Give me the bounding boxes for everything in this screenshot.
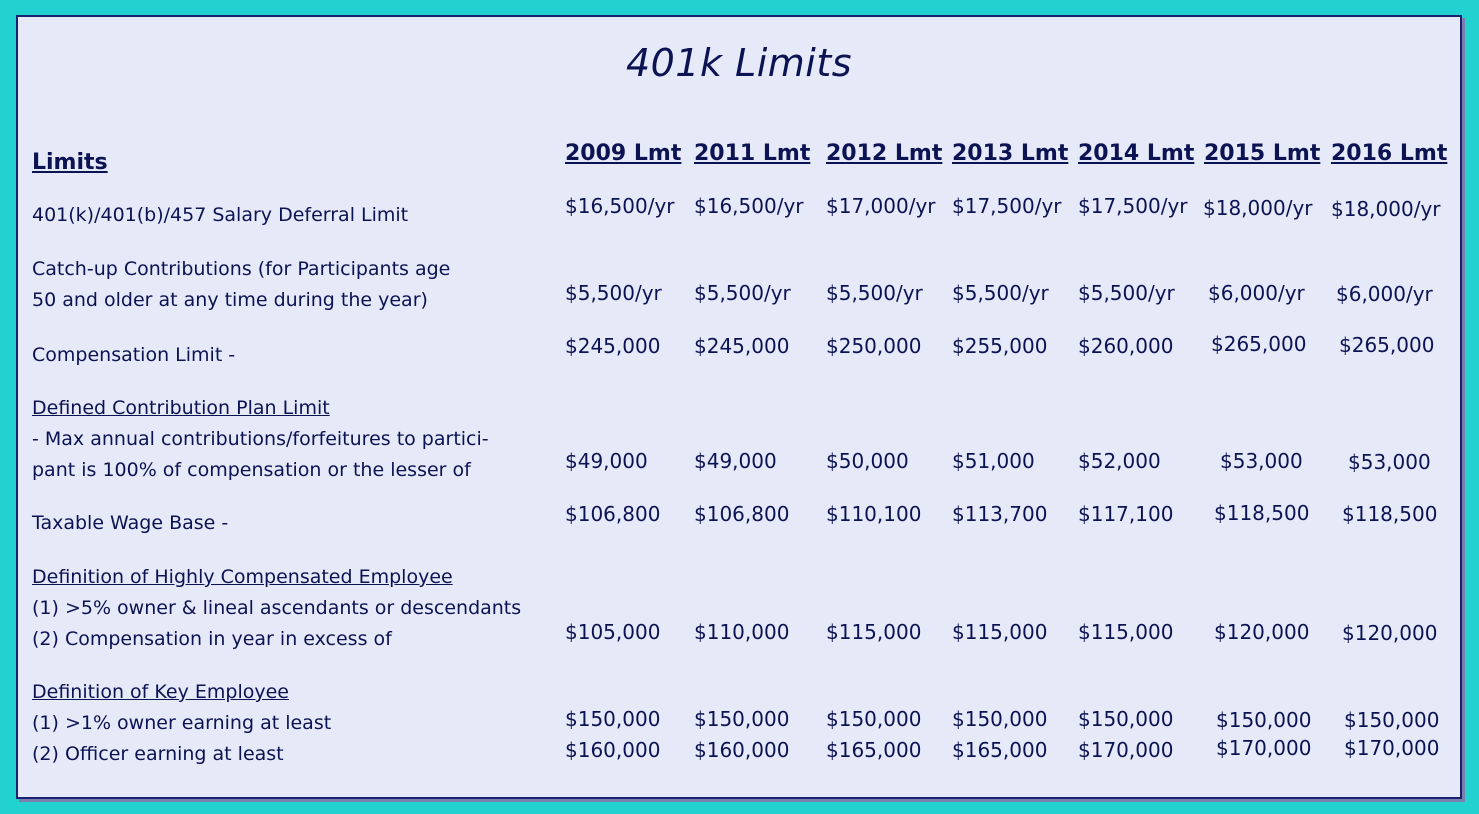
value-cell: $106,800 — [565, 502, 661, 526]
value-cell: $160,000 — [565, 738, 661, 762]
value-cell: $120,000 — [1342, 621, 1438, 645]
value-cell: $5,500/yr — [694, 281, 791, 305]
value-cell: $255,000 — [952, 334, 1048, 358]
col-header-2014: 2014 Lmt — [1078, 141, 1195, 166]
value-cell: $50,000 — [826, 449, 909, 473]
label-line: Taxable Wage Base - — [32, 512, 229, 534]
value-cell: $53,000 — [1348, 450, 1431, 474]
value-cell: $17,500/yr — [952, 194, 1062, 218]
row-label-salary-deferral — [32, 200, 408, 231]
value-cell: $150,000 — [952, 707, 1048, 731]
value-cell: $150,000 — [1216, 708, 1312, 732]
row-label-catch-up — [32, 254, 450, 316]
value-cell: $170,000 — [1216, 736, 1312, 760]
value-cell: $16,500/yr — [565, 194, 675, 218]
value-cell: $113,700 — [952, 502, 1048, 526]
limits-header: Limits — [32, 150, 108, 175]
value-cell: $5,500/yr — [565, 281, 662, 305]
value-cell: $16,500/yr — [694, 194, 804, 218]
value-cell: $160,000 — [694, 738, 790, 762]
value-cell: $110,100 — [826, 502, 922, 526]
value-cell: $150,000 — [565, 707, 661, 731]
row-label-highly-compensated — [32, 562, 521, 655]
value-cell: $165,000 — [952, 738, 1048, 762]
value-cell: $115,000 — [952, 620, 1048, 644]
col-header-2009: 2009 Lmt — [565, 141, 682, 166]
value-cell: $49,000 — [694, 449, 777, 473]
value-cell: $49,000 — [565, 449, 648, 473]
value-cell: $18,000/yr — [1203, 196, 1313, 220]
value-cell: $165,000 — [826, 738, 922, 762]
label-line: (2) Compensation in year in excess of — [32, 628, 392, 650]
value-cell: $17,500/yr — [1078, 194, 1188, 218]
label-line: 50 and older at any time during the year) — [32, 289, 428, 311]
label-line: (2) Officer earning at least — [32, 743, 284, 765]
value-cell: $245,000 — [565, 334, 661, 358]
value-cell: $120,000 — [1214, 620, 1310, 644]
section-heading: Defined Contribution Plan Limit — [32, 397, 330, 419]
value-cell: $51,000 — [952, 449, 1035, 473]
value-cell: $115,000 — [1078, 620, 1174, 644]
row-label-key-employee — [32, 677, 331, 770]
value-cell: $117,100 — [1078, 502, 1174, 526]
value-cell: $118,500 — [1342, 502, 1438, 526]
value-cell: $18,000/yr — [1331, 197, 1441, 221]
value-cell: $106,800 — [694, 502, 790, 526]
value-cell: $150,000 — [694, 707, 790, 731]
value-cell: $6,000/yr — [1208, 281, 1305, 305]
value-cell: $5,500/yr — [1078, 281, 1175, 305]
value-cell: $250,000 — [826, 334, 922, 358]
value-cell: $6,000/yr — [1336, 282, 1433, 306]
label-line: Catch-up Contributions (for Participants age — [32, 258, 451, 280]
value-cell: $53,000 — [1220, 449, 1303, 473]
value-cell: $110,000 — [694, 620, 790, 644]
value-cell: $245,000 — [694, 334, 790, 358]
value-cell: $150,000 — [1078, 707, 1174, 731]
value-cell: $5,500/yr — [826, 281, 923, 305]
value-cell: $260,000 — [1078, 334, 1174, 358]
section-heading: Definition of Highly Compensated Employee — [32, 566, 453, 588]
value-cell: $52,000 — [1078, 449, 1161, 473]
col-header-2011: 2011 Lmt — [694, 141, 811, 166]
value-cell: $150,000 — [1344, 708, 1440, 732]
label-line: - Max annual contributions/forfeitures to partici- — [32, 428, 489, 450]
value-cell: $115,000 — [826, 620, 922, 644]
value-cell: $118,500 — [1214, 501, 1310, 525]
col-header-2012: 2012 Lmt — [826, 141, 943, 166]
label-line: (1) >1% owner earning at least — [32, 712, 332, 734]
col-header-2016: 2016 Lmt — [1331, 141, 1448, 166]
value-cell: $105,000 — [565, 620, 661, 644]
col-header-2013: 2013 Lmt — [952, 141, 1069, 166]
value-cell: $170,000 — [1344, 736, 1440, 760]
page-title: 401k Limits — [625, 41, 853, 85]
value-cell: $265,000 — [1211, 332, 1307, 356]
label-line: Compensation Limit - — [32, 344, 236, 366]
row-label-taxable-wage-base — [32, 508, 228, 539]
row-label-defined-contribution — [32, 393, 489, 486]
value-cell: $17,000/yr — [826, 194, 936, 218]
value-cell: $170,000 — [1078, 738, 1174, 762]
value-cell: $5,500/yr — [952, 281, 1049, 305]
label-line: pant is 100% of compensation or the lesser of — [32, 459, 471, 481]
value-cell: $265,000 — [1339, 333, 1435, 357]
section-heading: Definition of Key Employee — [32, 681, 289, 703]
label-line: 401(k)/401(b)/457 Salary Deferral Limit — [32, 204, 409, 226]
row-label-compensation-limit — [32, 340, 235, 371]
label-line: (1) >5% owner & lineal ascendants or descendants — [32, 597, 522, 619]
col-header-2015: 2015 Lmt — [1204, 141, 1321, 166]
limits-panel — [16, 15, 1462, 799]
value-cell: $150,000 — [826, 707, 922, 731]
